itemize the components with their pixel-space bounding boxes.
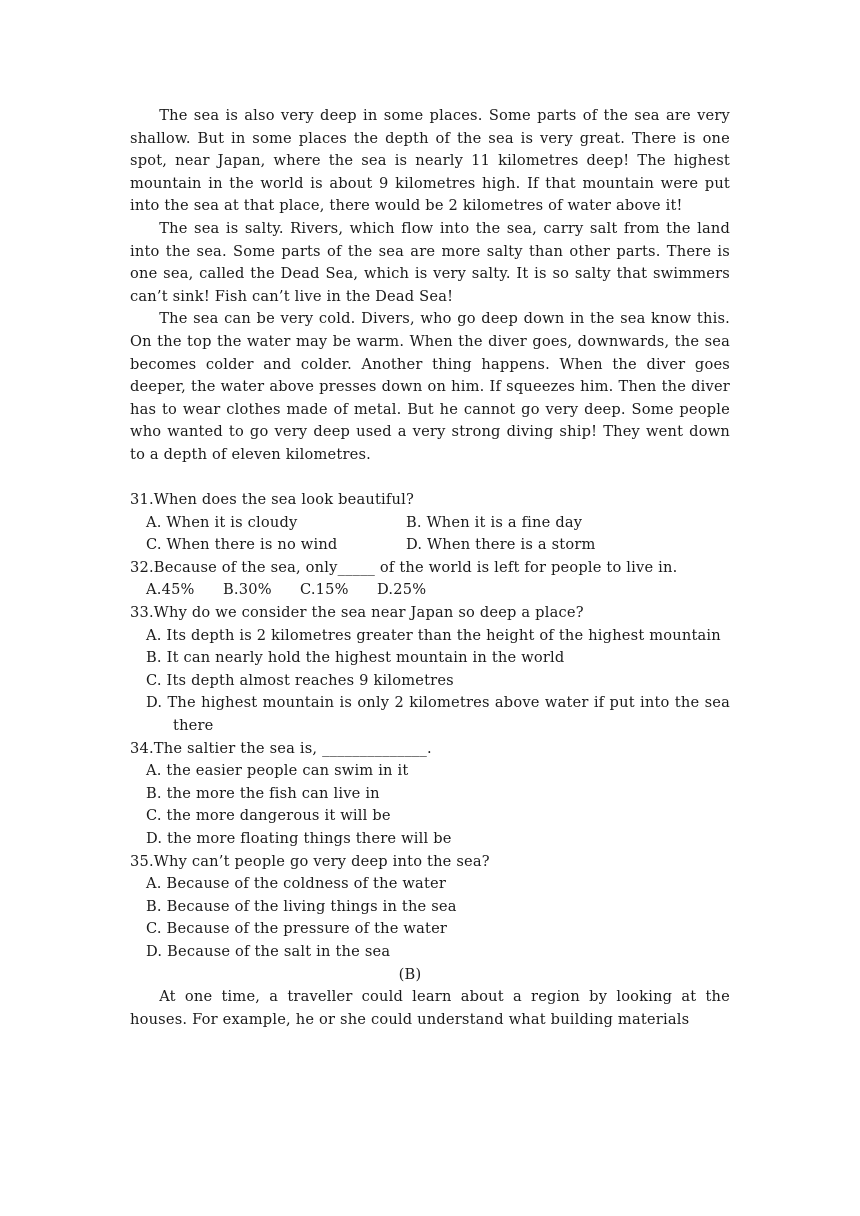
option-a: A. Its depth is 2 kilometres greater than the height of the highest mountain xyxy=(146,626,721,644)
option-d: D. the more floating things there will be xyxy=(146,830,452,847)
question-33 xyxy=(130,602,730,738)
question-options xyxy=(130,579,730,602)
section-b-paragraph: At one time, a traveller could learn about a region by looking at the houses. For example, he or she could understand what building materials xyxy=(130,988,730,1028)
option-d: D. Because of the salt in the sea xyxy=(146,942,391,960)
option-c: C.15% xyxy=(300,581,349,599)
option-c: C. Its depth almost reaches 9 kilometres xyxy=(146,671,454,689)
option-b: B.30% xyxy=(223,581,272,599)
option-a: A. the easier people can swim in it xyxy=(146,762,409,780)
passage-paragraph-1: The sea is also very deep in some places. Some parts of the sea are very shallow. But in some places the depth of the sea is very great. There is one spot, near Japan, where the sea is nearly 11 kilometres deep! The highest mountain in the world is about 9 kilometres high. If that mountain were put into the sea at that place, there would be 2 kilometres of water above it! xyxy=(130,107,730,215)
passage-paragraph-3: The sea can be very cold. Divers, who go deep down in the sea know this. On the top the water may be warm. When the diver goes, downwards, the sea becomes colder and colder. Another thing happens. When the diver goes deeper, the water above presses down on him. If squeezes him. Then the diver has to wear clothes made of metal. But he cannot go very deep. Some people who wanted to go very deep used a very strong diving ship! They went down to a depth of eleven kilometres. xyxy=(130,310,730,463)
spacer xyxy=(130,467,730,490)
option-c: C. When there is no wind xyxy=(146,536,338,554)
question-34 xyxy=(130,738,730,851)
question-stem: 33.Why do we consider the sea near Japan so deep a place? xyxy=(130,604,584,622)
option-c: C. Because of the pressure of the water xyxy=(146,920,448,938)
option-a: A.45% xyxy=(146,581,195,599)
option-b: B. the more the fish can live in xyxy=(146,784,380,802)
question-stem: 34.The saltier the sea is, ______________. xyxy=(130,739,432,757)
section-b-title: (B) xyxy=(398,965,422,983)
question-options xyxy=(130,512,730,557)
question-stem: 31.When does the sea look beautiful? xyxy=(130,491,415,509)
question-stem: 32.Because of the sea, only_____ of the world is left for people to live in. xyxy=(130,558,678,576)
option-b: B. Because of the living things in the sea xyxy=(146,897,457,915)
question-35 xyxy=(130,851,730,964)
question-32 xyxy=(130,557,730,602)
option-b: B. It can nearly hold the highest mountain in the world xyxy=(146,649,565,667)
option-d: D. The highest mountain is only 2 kilometres above water if put into the sea there xyxy=(146,694,730,735)
question-stem: 35.Why can’t people go very deep into the sea? xyxy=(130,852,490,870)
option-a: A. When it is cloudy xyxy=(146,513,298,531)
option-d: D. When there is a storm xyxy=(406,536,596,554)
passage-paragraph-2: The sea is salty. Rivers, which flow into the sea, carry salt from the land into the sea. Some parts of the sea are more salty than other parts. There is one sea, called the Dead Sea, which is very salty. It is so salty that swimmers can’t sink! Fish can’t live in the Dead Sea! xyxy=(130,219,730,305)
option-b: B. When it is a fine day xyxy=(406,513,583,531)
option-d: D.25% xyxy=(377,581,427,599)
option-a: A. Because of the coldness of the water xyxy=(146,875,447,893)
option-c: C. the more dangerous it will be xyxy=(146,807,391,825)
document-page xyxy=(130,105,730,1031)
question-31 xyxy=(130,489,730,557)
